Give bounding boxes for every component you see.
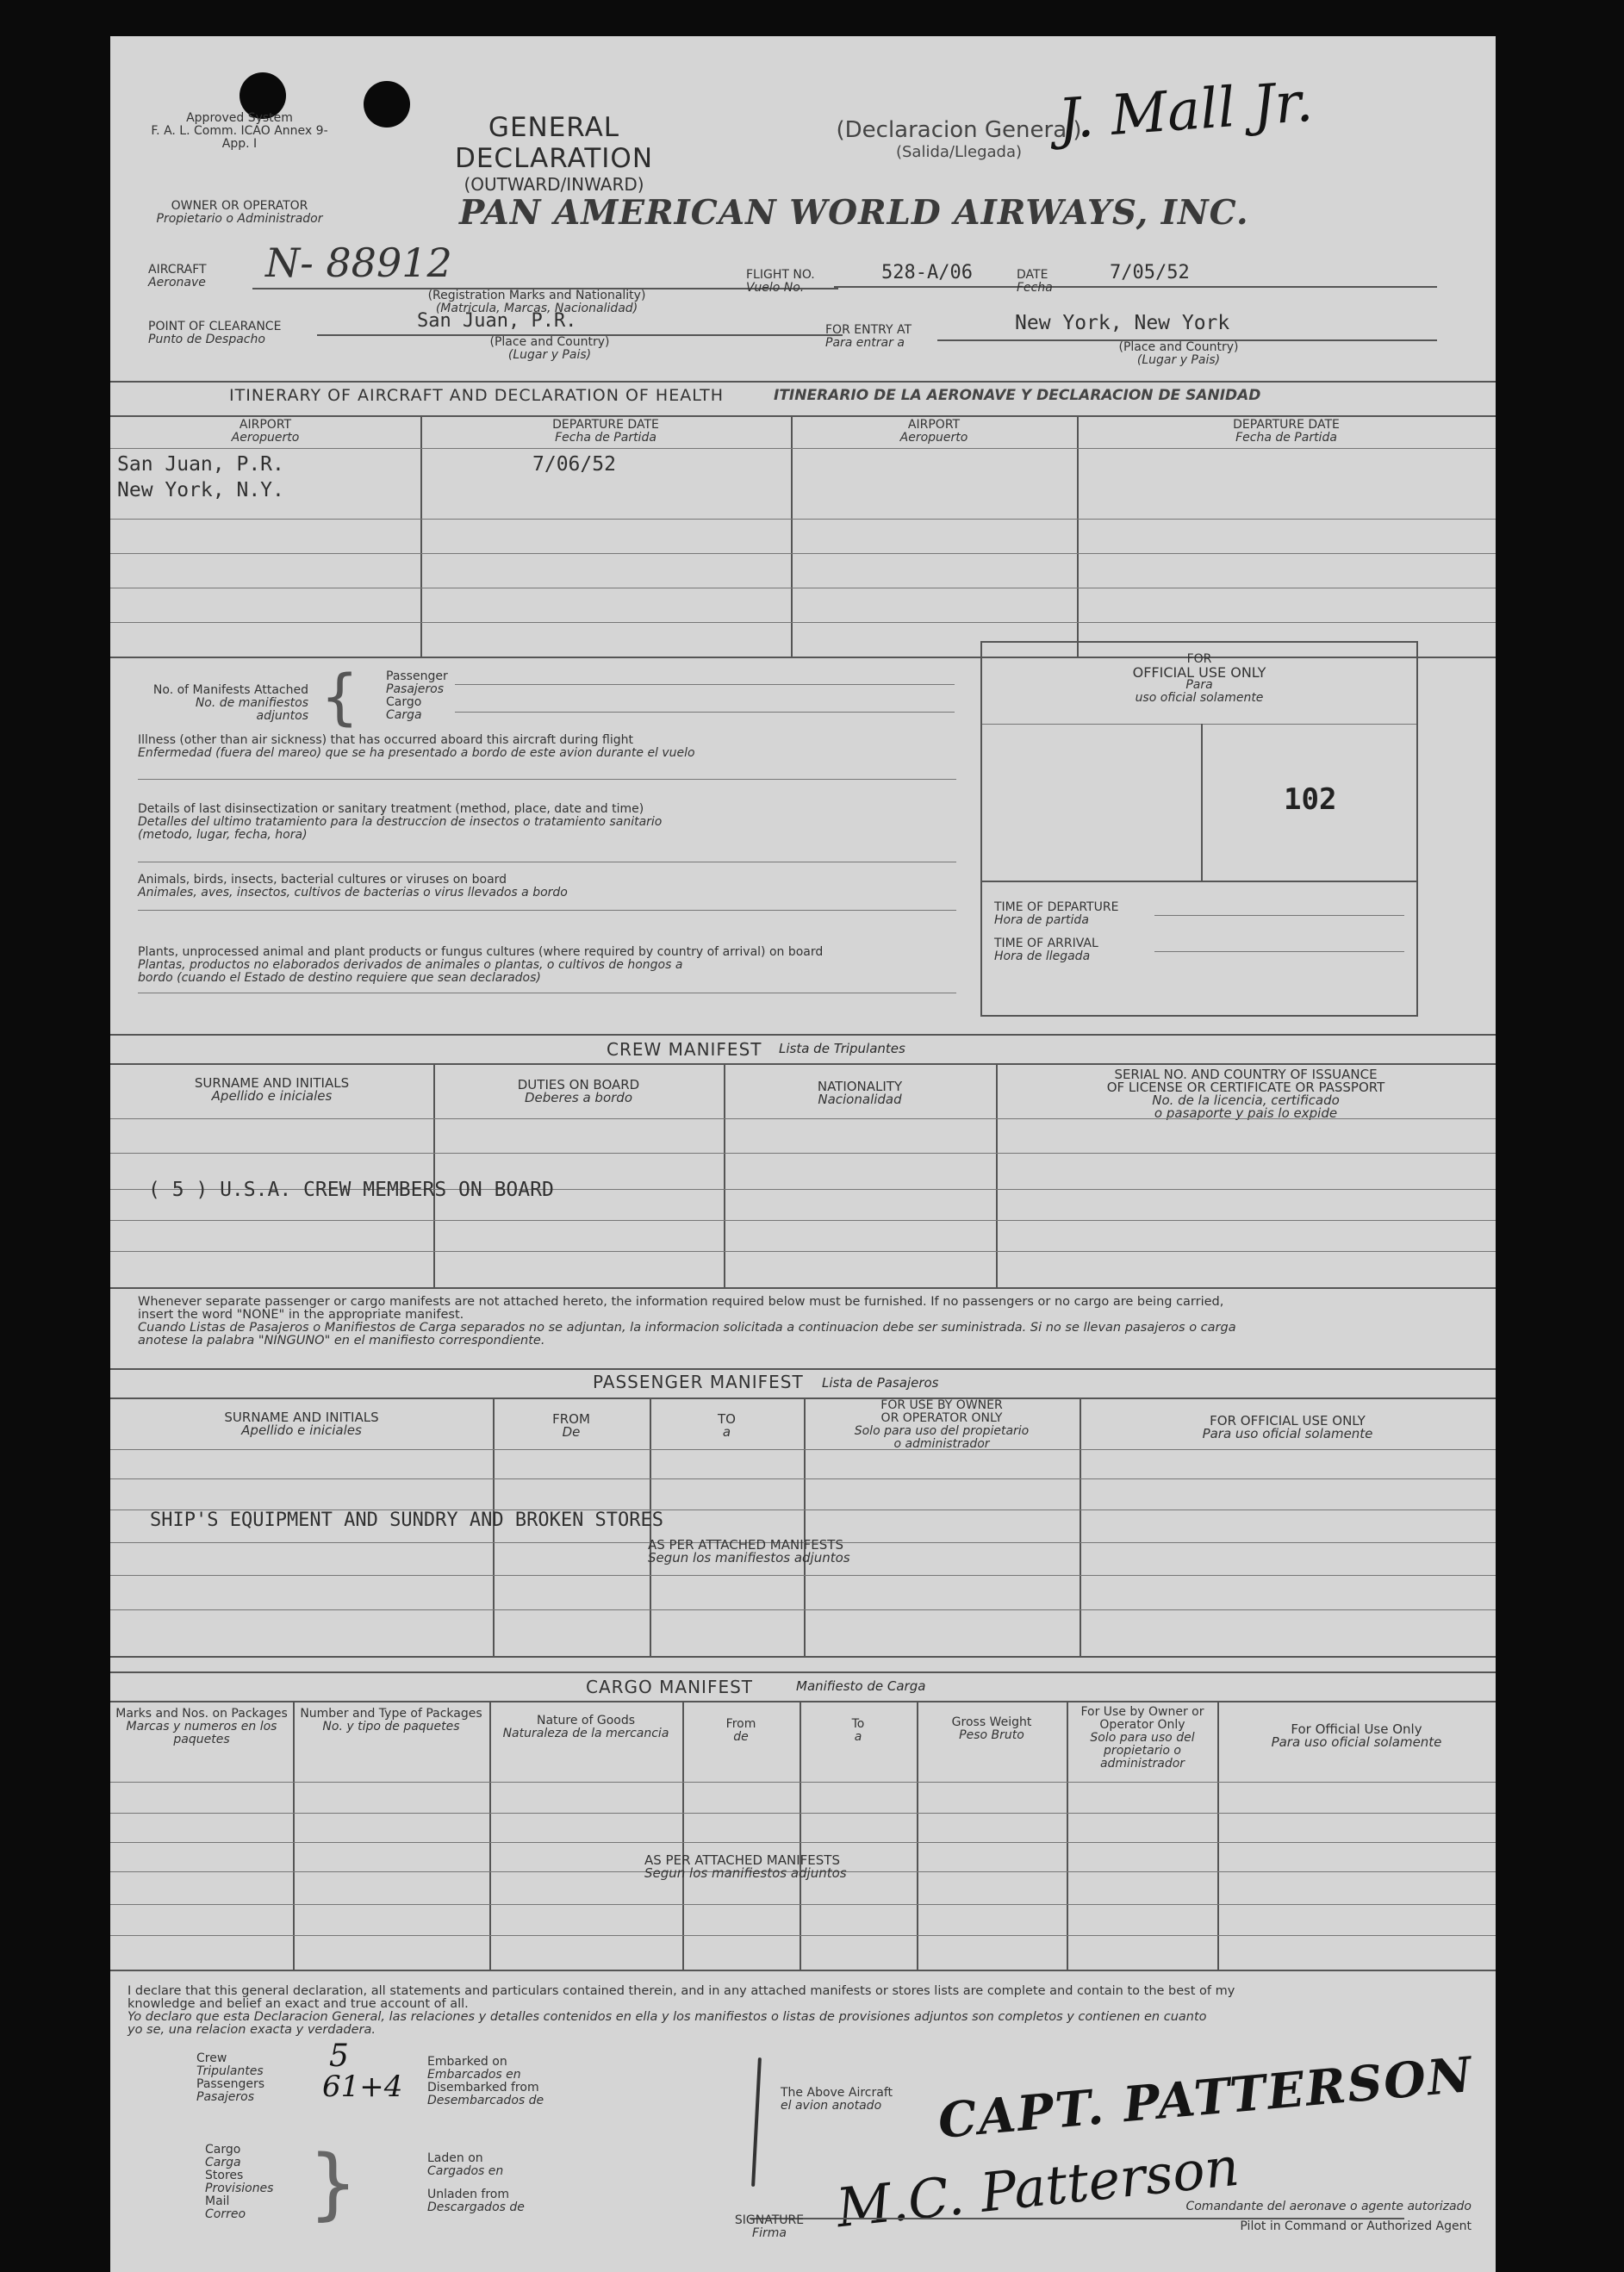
itinerary-airport-label-1: AIRPORT	[239, 418, 292, 432]
notice-es-line1: Cuando Listas de Pasajeros o Manifiestos de Carga separados no se adjuntan, la informacion solicitada a continuacion debe ser suministrada. Si no se llevan pasajeros o carga	[138, 1321, 1236, 1335]
passenger-col-official	[1080, 1415, 1496, 1441]
declaration-en-line1: I declare that this general declaration, all statements and particulars contained therein, and in any attached manifests or stores lists are complete and contain to the best of my	[128, 1984, 1235, 1998]
cargo-col5: To	[851, 1717, 865, 1731]
declaration-block	[128, 1985, 1480, 2037]
cargo-col-to	[800, 1718, 917, 1744]
cargo-col7-es: Solo para uso del propietario o administrador	[1090, 1731, 1195, 1771]
passenger-col1-es: Apellido e iniciales	[241, 1422, 362, 1438]
crew-title-es: Lista de Tripulantes	[779, 1041, 905, 1056]
manifest-cargo-es: Carga	[386, 708, 422, 722]
punch-hole-right	[364, 81, 410, 128]
crew-title: CREW MANIFEST	[607, 1039, 762, 1060]
official-title: OFFICIAL USE ONLY	[1132, 664, 1266, 681]
cargo-col5-es: a	[854, 1730, 862, 1744]
declaration-es-line1: Yo declaro que esta Declaracion General, las relaciones y detalles contenidos en ella y los manifiestos o listas de provisiones adjuntos son completos y contienen en cuanto	[128, 2010, 1207, 2024]
manifests-label-es: No. de manifiestos adjuntos	[195, 696, 308, 723]
operator-name: PAN AMERICAN WORLD AIRWAYS, INC.	[459, 193, 1249, 233]
approved-system	[145, 112, 334, 151]
notice-en-line2: insert the word "NONE" in the appropriate manifest.	[138, 1308, 464, 1322]
flight-label-block	[746, 269, 815, 295]
crew-col4-line3: No. de la licencia, certificado	[1152, 1092, 1340, 1108]
clearance-label: POINT OF CLEARANCE	[148, 320, 282, 333]
itinerary-departure-label-es-1: Fecha de Partida	[555, 431, 656, 445]
clearance-label-block	[148, 321, 281, 346]
crew-entry: ( 5 ) U.S.A. CREW MEMBERS ON BOARD	[148, 1179, 554, 1201]
entry-sub1: (Place and Country)	[1118, 340, 1239, 354]
cargo-col-from	[682, 1718, 800, 1744]
crew-col1-es: Apellido e iniciales	[211, 1088, 333, 1104]
embark-labels	[427, 2056, 565, 2107]
manifests-label: No. of Manifests Attached	[152, 683, 308, 697]
crew-col2: DUTIES ON BOARD	[517, 1077, 640, 1092]
cargo-col4-es: de	[733, 1730, 749, 1744]
animals-line1: Animals, birds, insects, bacterial cultures or viruses on board	[138, 873, 507, 887]
passenger-to: TO	[718, 1411, 736, 1427]
decl-unladen: Unladen from	[427, 2188, 509, 2201]
decl-embarked: Embarked on	[427, 2055, 507, 2069]
aircraft-registration: N- 88912	[265, 240, 452, 286]
decl-stores-es: Provisiones	[205, 2182, 274, 2195]
crew-passenger-labels	[196, 2052, 291, 2104]
decl-signature-label: SIGNATURE	[734, 2213, 805, 2227]
decl-embarked-es: Embarcados en	[427, 2068, 521, 2082]
cargo-attached-en: AS PER ATTACHED MANIFESTS	[644, 1852, 840, 1868]
crew-col-nationality	[724, 1080, 996, 1106]
decl-unladen-es: Descargados de	[427, 2200, 525, 2214]
decl-commander: Pilot in Command or Authorized Agent	[1240, 2219, 1472, 2233]
itinerary-col-airport-2	[791, 419, 1077, 445]
passenger-owner-line1: FOR USE BY OWNER	[880, 1398, 1003, 1412]
entry-value: New York, New York	[1015, 312, 1230, 334]
manifest-passenger: Passenger	[386, 669, 448, 683]
passenger-title: PASSENGER MANIFEST	[593, 1372, 804, 1392]
decl-passengers-es: Pasajeros	[196, 2090, 255, 2104]
disinsect-line1: Details of last disinsectization or sanitary treatment (method, place, date and time)	[138, 802, 644, 816]
passenger-owner-line3: Solo para uso del propietario	[854, 1424, 1030, 1438]
cargo-attached	[644, 1854, 847, 1880]
crew-col3-es: Nacionalidad	[818, 1092, 902, 1107]
cargo-attached-es: Segun los manifiestos adjuntos	[644, 1865, 847, 1881]
entry-sub	[1084, 341, 1273, 367]
approved-line2: F. A. L. Comm. ICAO Annex 9-App. I	[151, 124, 328, 151]
decl-disembarked-es: Desembarcados de	[427, 2094, 544, 2107]
cargo-col4: From	[725, 1717, 756, 1731]
crew-col4-line1: SERIAL NO. AND COUNTRY OF ISSUANCE	[1114, 1067, 1378, 1082]
disinsect-line2: Detalles del ultimo tratamiento para la destruccion de insectos o tratamiento sanitario	[138, 815, 663, 829]
passenger-owner-line4: o administrador	[893, 1437, 990, 1451]
cargo-col-official	[1217, 1723, 1496, 1749]
passenger-from-es: De	[562, 1424, 581, 1440]
itinerary-row-1-date: 7/06/52	[532, 453, 616, 476]
flight-date: 7/05/52	[1110, 262, 1190, 283]
cargo-col8-es: Para uso oficial solamente	[1271, 1734, 1442, 1750]
clearance-sub2: (Lugar y Pais)	[507, 348, 592, 362]
itinerary-row-1-airport: San Juan, P.R.	[117, 453, 284, 476]
form-subtitle-es: (Salida/Llegada)	[895, 143, 1023, 161]
decl-mail: Mail	[205, 2194, 230, 2208]
decl-above-aircraft-es: el avion anotado	[781, 2099, 882, 2113]
itinerary-col-airport-1	[110, 419, 420, 445]
clearance-value: San Juan, P.R.	[417, 310, 577, 332]
cargo-col1: Marks and Nos. on Packages	[115, 1707, 288, 1721]
crew-col4-line2: OF LICENSE OR CERTIFICATE OR PASSPORT	[1106, 1080, 1385, 1095]
crew-col3: NATIONALITY	[817, 1079, 903, 1094]
entry-label-block	[825, 324, 912, 350]
decl-commander-es: Comandante del aeronave o agente autorizado	[1185, 2200, 1472, 2213]
passenger-col-to	[650, 1413, 804, 1439]
animals-block	[138, 874, 948, 899]
illness-line1: Illness (other than air sickness) that has occurred aboard this aircraft during flight	[138, 733, 633, 747]
decl-cargo: Cargo	[205, 2143, 241, 2157]
departure-time-label: TIME OF DEPARTURE	[994, 900, 1119, 914]
itinerary-airport-label-2: AIRPORT	[907, 418, 961, 432]
captain-name: CAPT. PATTERSON	[936, 2045, 1476, 2151]
cargo-col6-es: Peso Bruto	[959, 1728, 1024, 1742]
aircraft-sub2: (Matricula, Marcas, Nacionalidad)	[435, 302, 638, 315]
decl-disembarked: Disembarked from	[427, 2081, 539, 2095]
decl-crew: Crew	[196, 2051, 227, 2065]
manifests-types	[386, 670, 448, 722]
passenger-entry: SHIP'S EQUIPMENT AND SUNDRY AND BROKEN STORES	[150, 1509, 664, 1531]
cargo-col6: Gross Weight	[951, 1715, 1032, 1729]
arrival-time-label: TIME OF ARRIVAL	[994, 937, 1098, 950]
clearance-sub1: (Place and Country)	[489, 335, 610, 349]
passenger-official: FOR OFFICIAL USE ONLY	[1210, 1413, 1366, 1429]
official-for: FOR	[1186, 652, 1212, 666]
decl-mail-es: Correo	[205, 2207, 246, 2221]
manifests-label-block	[145, 684, 308, 723]
notice-en-line1: Whenever separate passenger or cargo manifests are not attached hereto, the information required below must be furnished. If no passengers or no cargo are being carried,	[138, 1295, 1224, 1309]
flight-label-es: Vuelo No.	[746, 281, 805, 295]
passenger-official-es: Para uso oficial solamente	[1202, 1426, 1373, 1441]
entry-sub2: (Lugar y Pais)	[1136, 353, 1221, 367]
date-label: DATE	[1017, 268, 1048, 282]
decl-stores: Stores	[205, 2169, 244, 2182]
passenger-from: FROM	[552, 1411, 590, 1427]
cargo-col3-es: Naturaleza de la mercancia	[502, 1727, 669, 1740]
passenger-col-surname	[110, 1411, 493, 1437]
departure-time-label-es: Hora de partida	[994, 913, 1089, 927]
crew-col-license	[996, 1068, 1496, 1120]
passenger-col-from	[493, 1413, 650, 1439]
plants-line2: Plantas, productos no elaborados derivados de animales o plantas, o cultivos de hongos a	[138, 958, 683, 972]
aircraft-sub1: (Registration Marks and Nationality)	[427, 289, 646, 302]
captain-signature: M.C. Patterson	[833, 2134, 1242, 2240]
crew-col-surname	[110, 1077, 433, 1103]
aircraft-label-es: Aeronave	[148, 276, 206, 289]
declaration-es-line2: yo se, una relacion exacta y verdadera.	[128, 2023, 376, 2037]
cargo-col1-es: Marcas y numeros en los paquetes	[126, 1720, 277, 1746]
passenger-attached-en: AS PER ATTACHED MANIFESTS	[648, 1537, 843, 1553]
clearance-sub	[455, 336, 644, 362]
passenger-owner-line2: OR OPERATOR ONLY	[880, 1411, 1003, 1425]
itinerary-row-2-airport: New York, N.Y.	[117, 479, 284, 501]
disinsect-block	[138, 803, 948, 842]
passenger-attached-es: Segun los manifiestos adjuntos	[648, 1550, 850, 1566]
declaration-form	[110, 36, 1496, 2272]
cargo-col-goods	[489, 1715, 682, 1740]
entry-label: FOR ENTRY AT	[825, 323, 912, 337]
crew-col2-es: Deberes a bordo	[524, 1090, 633, 1105]
cargo-col-weight	[917, 1716, 1067, 1742]
itinerary-airport-label-es-2: Aeropuerto	[899, 431, 968, 445]
passenger-to-es: a	[722, 1424, 731, 1440]
cargo-col2: Number and Type of Packages	[300, 1707, 482, 1721]
date-label-block	[1017, 269, 1053, 295]
date-label-es: Fecha	[1017, 281, 1053, 295]
approved-line1: Approved System	[186, 111, 293, 125]
illness-line2: Enfermedad (fuera del mareo) que se ha presentado a bordo de este avion durante el vuelo	[138, 746, 695, 760]
itinerary-col-departure-2	[1077, 419, 1496, 445]
decl-passenger-count: 61+4	[322, 2070, 403, 2104]
form-title-es: (Declaracion General)	[836, 117, 1082, 143]
plants-block	[138, 946, 991, 985]
cargo-col-marks	[110, 1708, 293, 1746]
decl-passengers: Passengers	[196, 2077, 265, 2091]
owner-label-es: Propietario o Administrador	[156, 212, 323, 226]
form-title: GENERAL DECLARATION	[454, 112, 654, 174]
signature-divider	[751, 2057, 762, 2187]
signature-label-block	[722, 2214, 817, 2240]
decl-laden-es: Cargados en	[427, 2164, 504, 2178]
passenger-attached	[648, 1539, 850, 1565]
owner-label: OWNER OR OPERATOR	[171, 199, 308, 213]
itinerary-departure-label-es-2: Fecha de Partida	[1235, 431, 1337, 445]
official-box-header	[982, 653, 1416, 705]
arrival-time-block	[994, 937, 1098, 963]
aircraft-label-block	[148, 264, 207, 289]
illness-block	[138, 734, 948, 760]
notice-block	[138, 1296, 1482, 1348]
cargo-col-owner	[1070, 1706, 1215, 1771]
crew-col-duties	[433, 1079, 724, 1105]
cargo-col8: For Official Use Only	[1291, 1721, 1422, 1737]
corner-handwriting: J. Mall Jr.	[1055, 70, 1316, 153]
official-para: Para	[1185, 678, 1213, 692]
cargo-stores-labels	[205, 2144, 283, 2221]
disinsect-line3: (metodo, lugar, fecha, hora)	[138, 828, 308, 842]
official-uso: uso oficial solamente	[1135, 691, 1264, 705]
declaration-en-line2: knowledge and belief an exact and true account of all.	[128, 1997, 469, 2011]
official-use-box	[980, 641, 1418, 1017]
cargo-brace: }	[308, 2138, 358, 2229]
decl-crew-count: 5	[329, 2039, 349, 2074]
clearance-label-es: Punto de Despacho	[148, 333, 265, 346]
laden-labels	[427, 2152, 565, 2214]
decl-above-aircraft: The Above Aircraft	[781, 2086, 893, 2100]
departure-time-block	[994, 901, 1118, 927]
flight-number: 528-A/06	[881, 262, 973, 283]
animals-line2: Animales, aves, insectos, cultivos de bacterias o virus llevados a bordo	[138, 886, 568, 899]
itinerary-departure-label-2: DEPARTURE DATE	[1233, 418, 1340, 432]
passenger-title-es: Lista de Pasajeros	[822, 1375, 939, 1391]
arrival-time-label-es: Hora de llegada	[994, 949, 1091, 963]
passenger-col-owner	[804, 1399, 1080, 1451]
cargo-col7: For Use by Owner or Operator Only	[1080, 1705, 1204, 1732]
itinerary-title: ITINERARY OF AIRCRAFT AND DECLARATION OF HEALTH	[229, 386, 725, 405]
decl-signature-label-es: Firma	[752, 2226, 787, 2240]
manifest-passenger-es: Pasajeros	[386, 682, 445, 696]
cargo-col-packages	[293, 1708, 489, 1734]
decl-crew-es: Tripulantes	[196, 2064, 264, 2078]
itinerary-title-es: ITINERARIO DE LA AERONAVE Y DECLARACION DE SANIDAD	[774, 387, 1261, 404]
cargo-title-es: Manifiesto de Carga	[796, 1678, 926, 1694]
manifest-cargo: Cargo	[386, 695, 422, 709]
itinerary-departure-label-1: DEPARTURE DATE	[552, 418, 659, 432]
passenger-col1: SURNAME AND INITIALS	[224, 1410, 379, 1425]
commander-block	[1101, 2200, 1472, 2233]
decl-cargo-es: Carga	[205, 2156, 241, 2169]
owner-label-block	[145, 200, 334, 226]
above-aircraft-block	[781, 2087, 893, 2113]
aircraft-label: AIRCRAFT	[148, 263, 207, 277]
plants-line3: bordo (cuando el Estado de destino requiere que sean declarados)	[138, 971, 541, 985]
itinerary-airport-label-es-1: Aeropuerto	[231, 431, 300, 445]
cargo-col2-es: No. y tipo de paquetes	[322, 1720, 460, 1734]
crew-col4-line4: o pasaporte y pais lo expide	[1154, 1105, 1338, 1121]
entry-label-es: Para entrar a	[825, 336, 905, 350]
title-en-block	[420, 112, 688, 195]
crew-col1: SURNAME AND INITIALS	[194, 1075, 350, 1091]
decl-laden: Laden on	[427, 2151, 483, 2165]
cargo-title: CARGO MANIFEST	[586, 1677, 753, 1697]
official-number: 102	[1284, 782, 1337, 817]
manifests-brace: {	[320, 662, 359, 732]
form-subtitle: (OUTWARD/INWARD)	[464, 174, 644, 195]
notice-es-line2: anotese la palabra "NINGUNO" en el manifiesto correspondiente.	[138, 1334, 545, 1348]
itinerary-col-departure-1	[420, 419, 791, 445]
flight-label: FLIGHT NO.	[746, 268, 815, 282]
cargo-col3: Nature of Goods	[536, 1714, 636, 1727]
plants-line1: Plants, unprocessed animal and plant products or fungus cultures (where required by country of arrival) on board	[138, 945, 824, 959]
